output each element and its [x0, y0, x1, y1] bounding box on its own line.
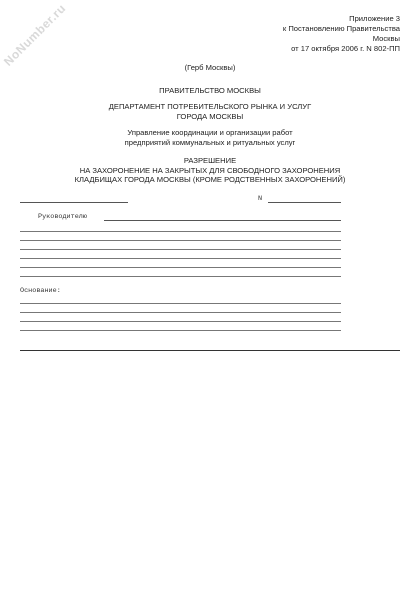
department-name — [0, 102, 420, 121]
directorate-line: Управление координации и организации работ — [127, 128, 293, 137]
text-field-line[interactable] — [20, 249, 341, 250]
directorate-line: предприятий коммунальных и ритуальных услуг — [124, 137, 296, 147]
text-field-line[interactable] — [20, 276, 341, 277]
basis-field-line[interactable] — [20, 321, 341, 322]
watermark: NoNumber.ru — [0, 1, 69, 69]
department-line: ГОРОДА МОСКВЫ — [176, 111, 244, 121]
government-name: ПРАВИТЕЛЬСТВО МОСКВЫ — [159, 86, 261, 95]
title-line: РАЗРЕШЕНИЕ — [183, 156, 237, 165]
department-line: ДЕПАРТАМЕНТ ПОТРЕБИТЕЛЬСКОГО РЫНКА И УСЛУГ — [108, 102, 312, 111]
text-field-line[interactable] — [20, 267, 341, 268]
number-label: N — [258, 195, 263, 203]
text-field-line[interactable] — [20, 231, 341, 232]
appendix-line: от 17 октября 2006 г. N 802-ПП — [291, 44, 400, 53]
title-line: НА ЗАХОРОНЕНИЕ НА ЗАКРЫТЫХ ДЛЯ СВОБОДНОГО ЗАХОРОНЕНИЯ — [79, 165, 341, 175]
basis-field-line[interactable] — [20, 330, 341, 331]
basis-field-line[interactable] — [20, 312, 341, 313]
title-line: КЛАДБИЩАХ ГОРОДА МОСКВЫ (КРОМЕ РОДСТВЕННЫХ ЗАХОРОНЕНИЙ) — [74, 175, 346, 184]
coat-of-arms-placeholder: (Герб Москвы) — [184, 63, 236, 72]
basis-label: Основание: — [20, 287, 61, 295]
head-label: Руководителю — [38, 213, 87, 221]
date-field-line[interactable] — [20, 202, 128, 203]
document-title — [0, 156, 420, 185]
directorate-name — [0, 128, 420, 147]
bottom-divider — [20, 350, 400, 351]
text-field-line[interactable] — [20, 258, 341, 259]
basis-field-line[interactable] — [20, 303, 341, 304]
number-field-line[interactable] — [268, 202, 341, 203]
appendix-line: Москвы — [372, 34, 400, 43]
appendix-note — [283, 14, 400, 54]
text-field-line[interactable] — [20, 240, 341, 241]
appendix-line: к Постановлению Правительства — [282, 24, 400, 33]
head-field-line[interactable] — [104, 220, 341, 221]
appendix-line: Приложение 3 — [349, 14, 400, 23]
